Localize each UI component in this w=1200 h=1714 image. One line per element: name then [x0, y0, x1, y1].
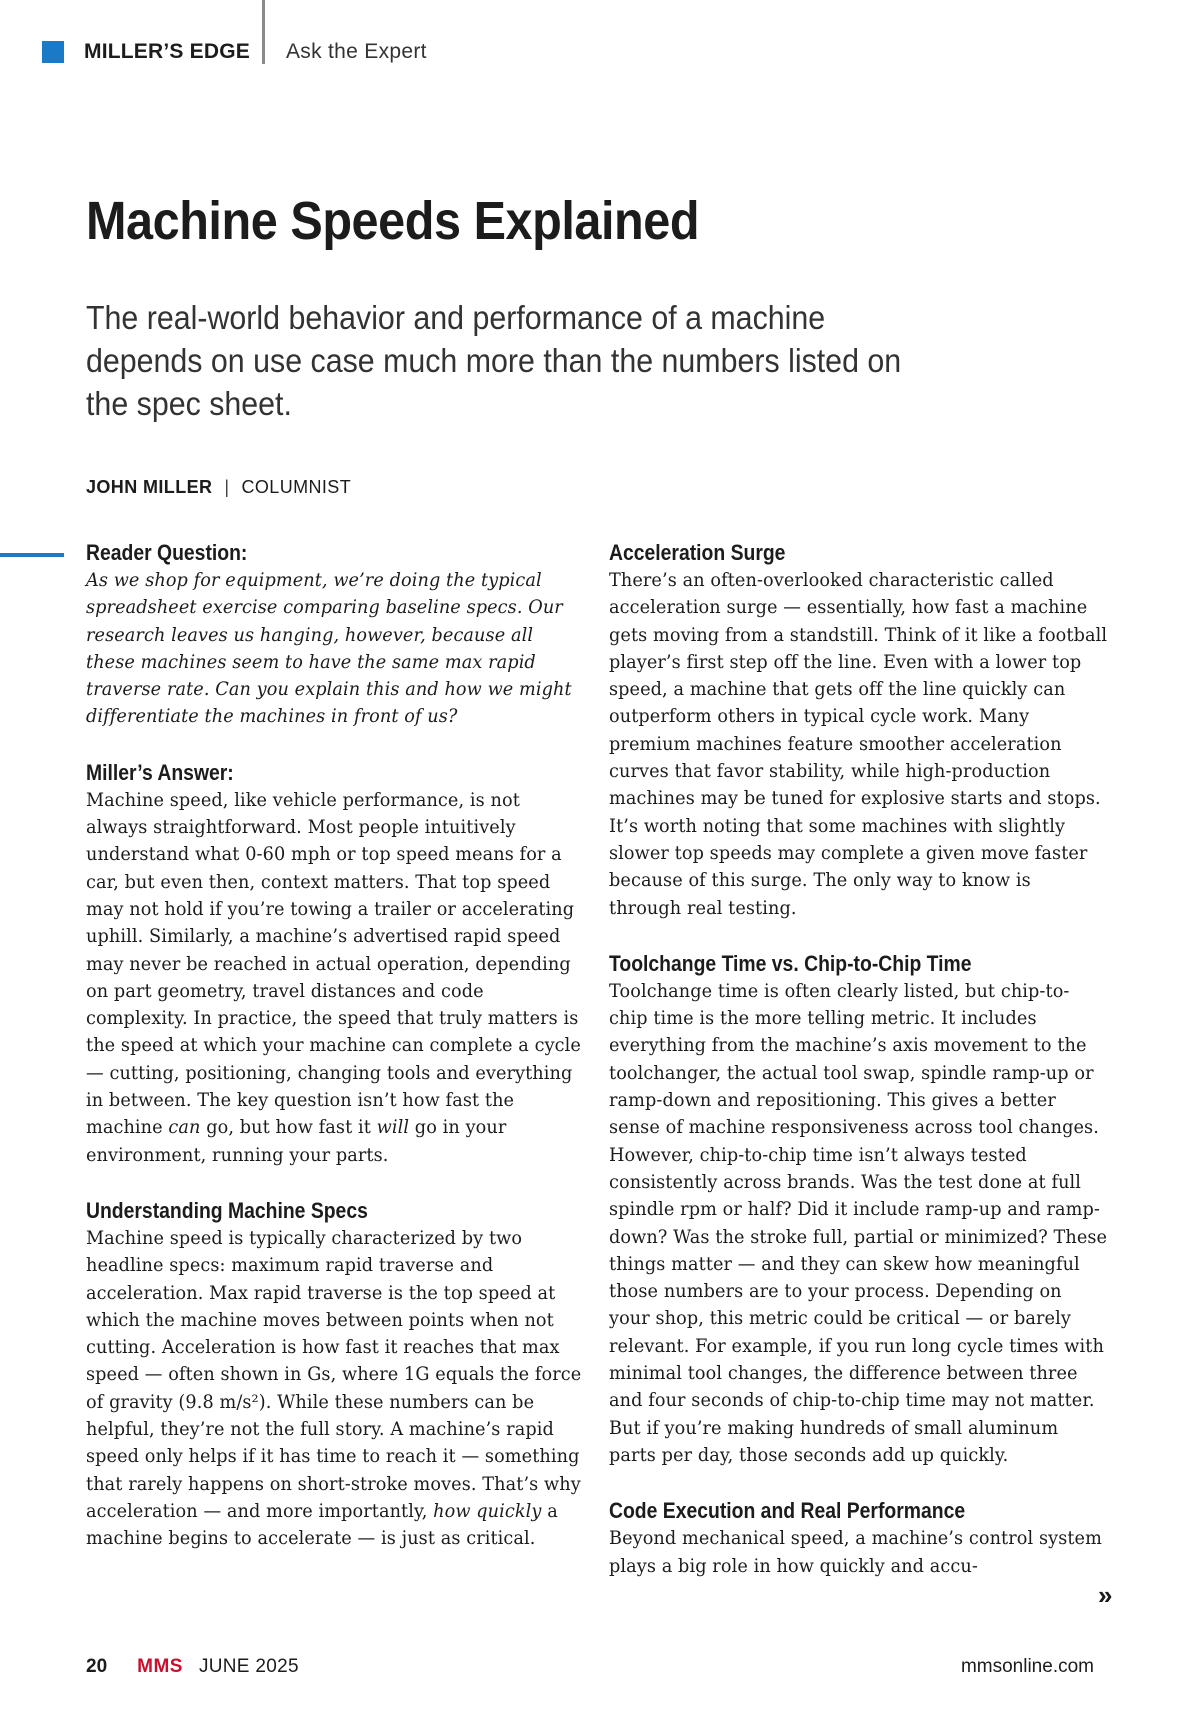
acceleration-surge-body: There’s an often-overlooked characteristic called acceleration surge — essentially, how fast a machine gets moving from a standstill. Think of it like a football player’s first step off the line. Even with a lower top speed, a machine that gets off the line quickly can outperform others in typical cycle work. Many premium machines feature smoother acceleration curves that favor stability, while high-production machines may be tuned for explosive starts and stops. It’s worth noting that some machines with slightly slower top speeds may complete a given move faster because of this surge. The only way to know is through real testing.: [609, 570, 1108, 919]
byline: [86, 477, 351, 498]
understanding-specs-body: Machine speed is typically characterized by two headline specs: maximum rapid traverse and acceleration. Max rapid traverse is the top speed at which the machine moves between points when not cutting. Acceleration is how fast it reaches that max speed — often shown in Gs, where 1G equals the force of gravity (9.8 m/s²). While these numbers can be helpful, they’re not the full story. A machine’s rapid speed only helps if it has time to reach it — something that rarely happens on short-stroke moves. That’s why acceleration — and more importantly, how quickly a machine begins to accelerate — is just as critical.: [86, 1227, 582, 1550]
millers-answer-heading: Miller’s Answer:: [86, 759, 234, 785]
website-url: mmsonline.com: [960, 1656, 1094, 1677]
toolchange-heading: Toolchange Time vs. Chip-to-Chip Time: [609, 950, 972, 976]
section-name: MILLER’S EDGE: [84, 40, 250, 63]
article-title: Machine Speeds Explained: [86, 191, 700, 251]
continue-arrow-icon: »: [1098, 1580, 1113, 1610]
byline-separator: |: [224, 477, 230, 497]
page-footer: [86, 1656, 299, 1678]
reader-question-heading: Reader Question:: [86, 540, 248, 565]
column-start-rule: [0, 553, 64, 557]
author-role: COLUMNIST: [241, 477, 352, 497]
toolchange-body: Toolchange time is often clearly listed, but chip-to-chip time is the more telling metric. It includes everything from the machine’s axis movement to the toolchanger, the actual tool swap, spindle ramp-up or ramp-down and repositioning. This gives a better sense of machine responsiveness across tool changes. However, chip-to-chip time isn’t always tested consistently across brands. Was the test done at full spindle rpm or half? Did it include ramp-up and ramp-down? Was the stroke full, partial or minimized? These things matter — and they can skew how meaningful those numbers are to your process. Depending on your shop, this metric could be critical — or barely relevant. For example, if you run long cycle times with minimal tool changes, the difference between three and four seconds of chip-to-chip time may not matter. But if you’re making hundreds of small aluminum parts per day, those seconds add up quickly.: [609, 980, 1108, 1466]
left-column: [86, 538, 584, 1553]
code-execution-body: Beyond mechanical speed, a machine’s control system plays a big role in how quickly and accu-: [609, 1528, 1102, 1577]
understanding-specs-heading: Understanding Machine Specs: [86, 1197, 368, 1223]
section-marker-square: [42, 41, 64, 63]
header-divider: [262, 0, 265, 64]
issue-date: JUNE 2025: [198, 1656, 299, 1677]
emphasis-how-quickly: how quickly: [433, 1500, 542, 1522]
author-name: JOHN MILLER: [86, 477, 213, 497]
article-deck: The real-world behavior and performance of a machine depends on use case much more than the numbers listed on the spec sheet.: [86, 299, 902, 422]
right-column: [609, 538, 1107, 1580]
acceleration-surge-heading: Acceleration Surge: [609, 540, 786, 565]
department-name: Ask the Expert: [286, 40, 427, 63]
emphasis-can: can: [168, 1117, 201, 1139]
reader-question-body: As we shop for equipment, we’re doing the typical spreadsheet exercise comparing baseline specs. Our research leaves us hanging, however, because all these machines seem to have the same max rapid traverse rate. Can you explain this and how we might differentiate the machines in front of us?: [86, 570, 572, 728]
millers-answer-body: Machine speed, like vehicle performance, is not always straightforward. Most people intuitively understand what 0-60 mph or top speed means for a car, but even then, context matters. That top speed may not hold if you’re towing a trailer or accelerating uphill. Similarly, a machine’s advertised rapid speed may never be reached in actual operation, depending on part geometry, travel distances and code complexity. In practice, the speed that truly matters is the speed at which your machine can complete a cycle — cutting, positioning, changing tools and everything in between. The key question isn’t how fast the machine can go, but how fast it will go in your environment, running your parts.: [86, 789, 581, 1166]
page-number: 20: [86, 1656, 108, 1677]
code-execution-heading: Code Execution and Real Performance: [609, 1498, 966, 1524]
magazine-brand: MMS: [137, 1656, 183, 1677]
running-header: [42, 38, 427, 66]
emphasis-will: will: [376, 1117, 410, 1139]
